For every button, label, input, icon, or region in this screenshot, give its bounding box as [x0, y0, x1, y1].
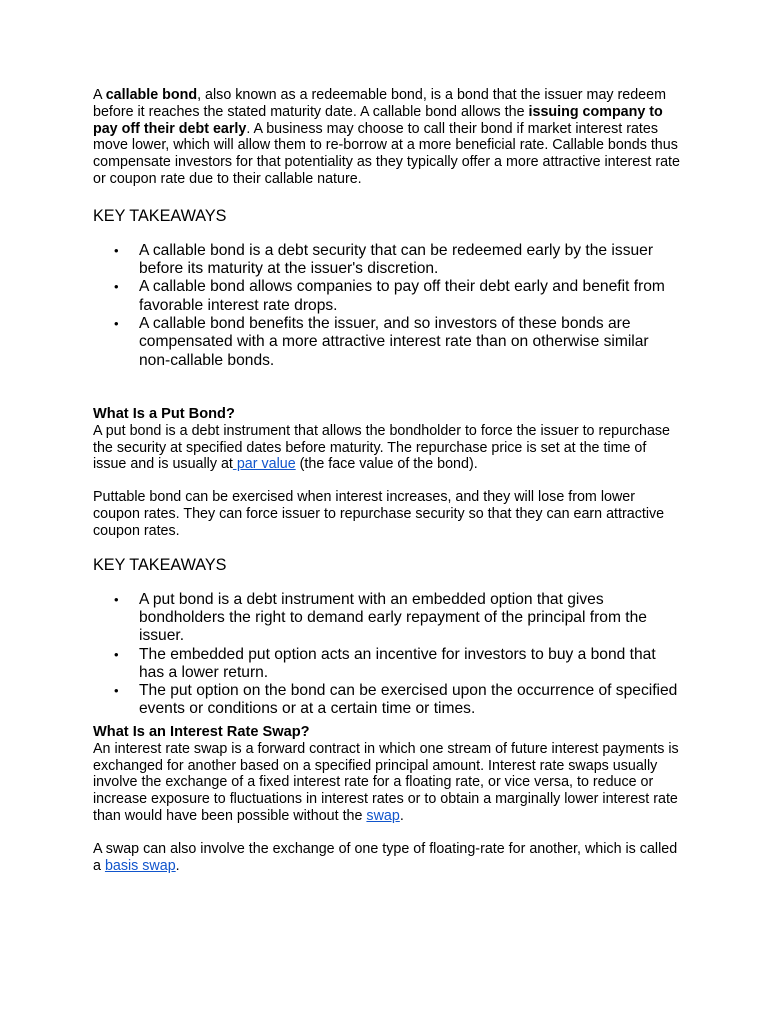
text-run: . A business may choose to call their bond if market interest rates move lower, which will allow them to re-borrow at a more beneficial rate. Callable bonds thus compensate investors for that potentiality as they typically offer a more attractive interest rate or coupon rate due to their callable nature.	[93, 120, 680, 187]
text-run: A	[93, 87, 106, 103]
list-item: • The put option on the bond can be exercised upon the occurrence of specified events or conditions or at a certain time or times.	[93, 682, 684, 719]
list-item: • A callable bond benefits the issuer, and so investors of these bonds are compensated with a more attractive interest rate than on otherwise similar non-callable bonds.	[93, 315, 684, 370]
text-run: .	[175, 857, 180, 874]
swap-link[interactable]: swap	[366, 807, 400, 824]
callable-bond-paragraph	[93, 87, 683, 188]
par-value-link[interactable]: par value	[232, 456, 296, 473]
bold-term-callable-bond: callable bond	[105, 87, 198, 103]
list-item: • A callable bond allows companies to pay off their debt early and benefit from favorable interest rate drops.	[93, 278, 684, 315]
text-run: .	[399, 807, 404, 824]
interest-rate-swap-heading: What Is an Interest Rate Swap?	[93, 723, 310, 740]
basis-swap-paragraph	[93, 841, 683, 875]
key-takeaways-heading: KEY TAKEAWAYS	[93, 206, 227, 225]
list-item: • The embedded put option acts an incentive for investors to buy a bond that has a lower return.	[93, 646, 684, 683]
put-bond-heading: What Is a Put Bond?	[93, 405, 235, 422]
bold-term-pay-off-debt: issuing company to pay off their debt early	[93, 103, 663, 137]
key-takeaways-heading: KEY TAKEAWAYS	[93, 555, 227, 574]
list-item: • A callable bond is a debt security that can be redeemed early by the issuer before its maturity at the issuer's discretion.	[93, 242, 684, 279]
interest-rate-swap-paragraph	[93, 741, 683, 825]
basis-swap-link[interactable]: basis swap	[104, 857, 176, 874]
text-run: (the face value of the bond).	[295, 456, 478, 473]
puttable-bond-paragraph: Puttable bond can be exercised when interest increases, and they will lose from lower coupon rates. They can force issuer to repurchase security so that they can earn attractive coupon rates.	[93, 489, 665, 539]
callable-takeaways-list	[93, 242, 768, 370]
text-run: A put bond is a debt instrument that allows the bondholder to force the issuer to repurchase the security at specified dates before maturity. The repurchase price is set at the time of issue and is usually at	[93, 422, 670, 473]
text-run: An interest rate swap is a forward contract in which one stream of future interest payments is exchanged for another based on a specified principal amount. Interest rate swaps usually involve the exchange of a fixed interest rate for a floating rate, or vice versa, to reduce or increase exposure to fluctuations in interest rates or to obtain a marginally lower interest rate than would have been possible without the	[93, 740, 679, 824]
text-run: , also known as a redeemable bond, is a bond that the issuer may redeem before it reaches the stated maturity date. A callable bond allows the	[93, 87, 666, 120]
text-run: A swap can also involve the exchange of one type of floating-rate for another, which is called a	[93, 840, 678, 874]
put-bond-paragraph	[93, 423, 683, 473]
put-takeaways-list	[93, 591, 768, 719]
list-item: • A put bond is a debt instrument with an embedded option that gives bondholders the right to demand early repayment of the principal from the issuer.	[93, 591, 684, 646]
